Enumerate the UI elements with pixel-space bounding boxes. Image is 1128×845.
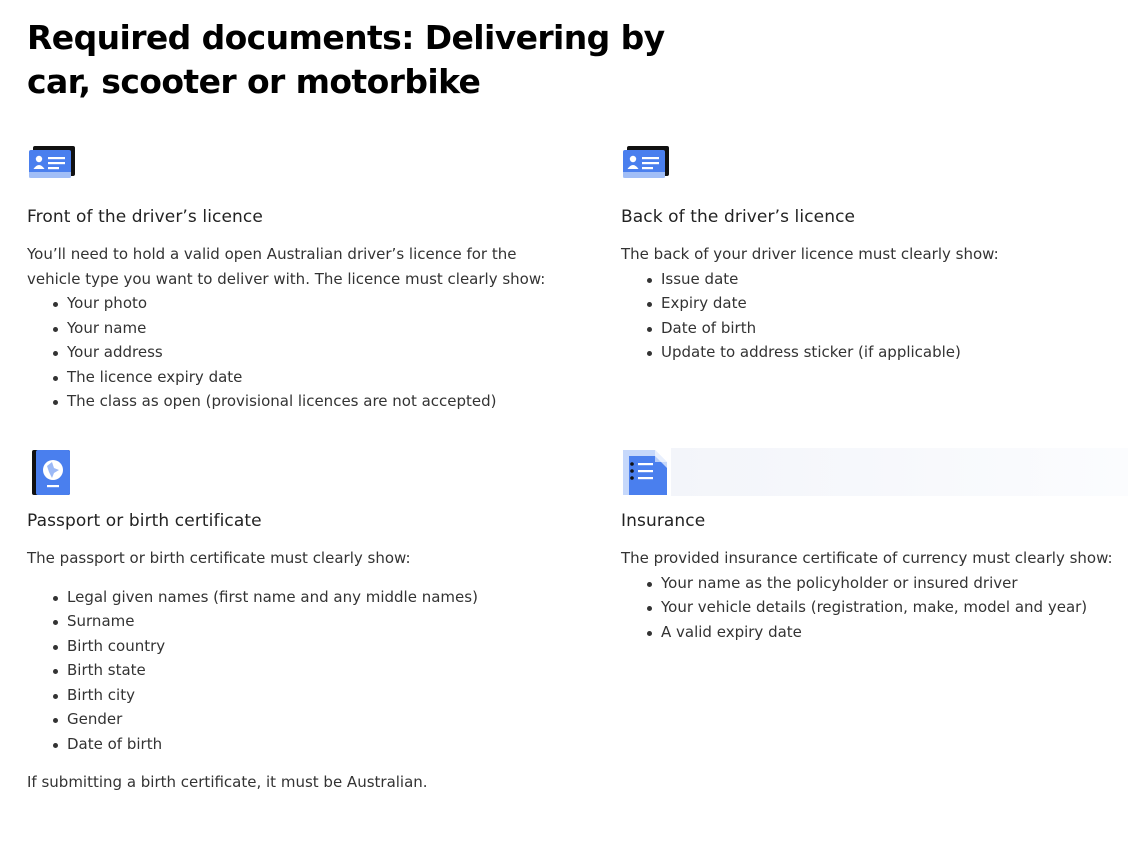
list-item: Birth state — [67, 658, 567, 683]
section-title: Back of the driver’s licence — [621, 207, 856, 227]
section-insurance — [621, 448, 1128, 641]
section-front-licence — [27, 144, 546, 410]
list-item: Your name — [67, 316, 567, 341]
list-item: The class as open (provisional licences are not accepted) — [67, 389, 567, 414]
list-item: Birth country — [67, 634, 567, 659]
requirements-list — [621, 571, 1128, 645]
section-title: Insurance — [621, 511, 706, 531]
list-item: Your vehicle details (registration, make, model and year) — [661, 595, 1128, 620]
id-card-icon — [27, 144, 77, 194]
list-item: Your photo — [67, 291, 567, 316]
section-intro: The provided insurance certificate of currency must clearly show: — [621, 549, 1113, 567]
list-item: Surname — [67, 609, 567, 634]
section-passport — [27, 448, 537, 791]
footnote: If submitting a birth certificate, it must be Australian. — [27, 773, 428, 791]
id-card-icon — [621, 144, 671, 194]
list-item: Update to address sticker (if applicable) — [661, 340, 1128, 365]
requirements-list — [27, 585, 567, 757]
section-intro: You’ll need to hold a valid open Australian driver’s licence for the vehicle type you want to deliver with. The licence must clearly show: — [27, 245, 546, 288]
page-title: Required documents: Delivering by car, scooter or motorbike — [27, 18, 665, 101]
list-item: Expiry date — [661, 291, 1128, 316]
list-item: The licence expiry date — [67, 365, 567, 390]
list-item: Your name as the policyholder or insured driver — [661, 571, 1128, 596]
list-item: Date of birth — [661, 316, 1128, 341]
list-item: Your address — [67, 340, 567, 365]
section-title: Front of the driver’s licence — [27, 207, 263, 227]
document-list-icon — [621, 448, 671, 498]
list-item: Legal given names (first name and any middle names) — [67, 585, 567, 610]
list-item: Date of birth — [67, 732, 567, 757]
passport-icon — [27, 448, 77, 498]
section-intro: The back of your driver licence must clearly show: — [621, 245, 999, 263]
section-back-licence — [621, 144, 1128, 361]
list-item: A valid expiry date — [661, 620, 1128, 645]
requirements-list — [621, 267, 1128, 365]
list-item: Gender — [67, 707, 567, 732]
section-title: Passport or birth certificate — [27, 511, 262, 531]
section-intro: The passport or birth certificate must clearly show: — [27, 549, 411, 567]
list-item: Issue date — [661, 267, 1128, 292]
list-item: Birth city — [67, 683, 567, 708]
requirements-list — [27, 291, 567, 414]
